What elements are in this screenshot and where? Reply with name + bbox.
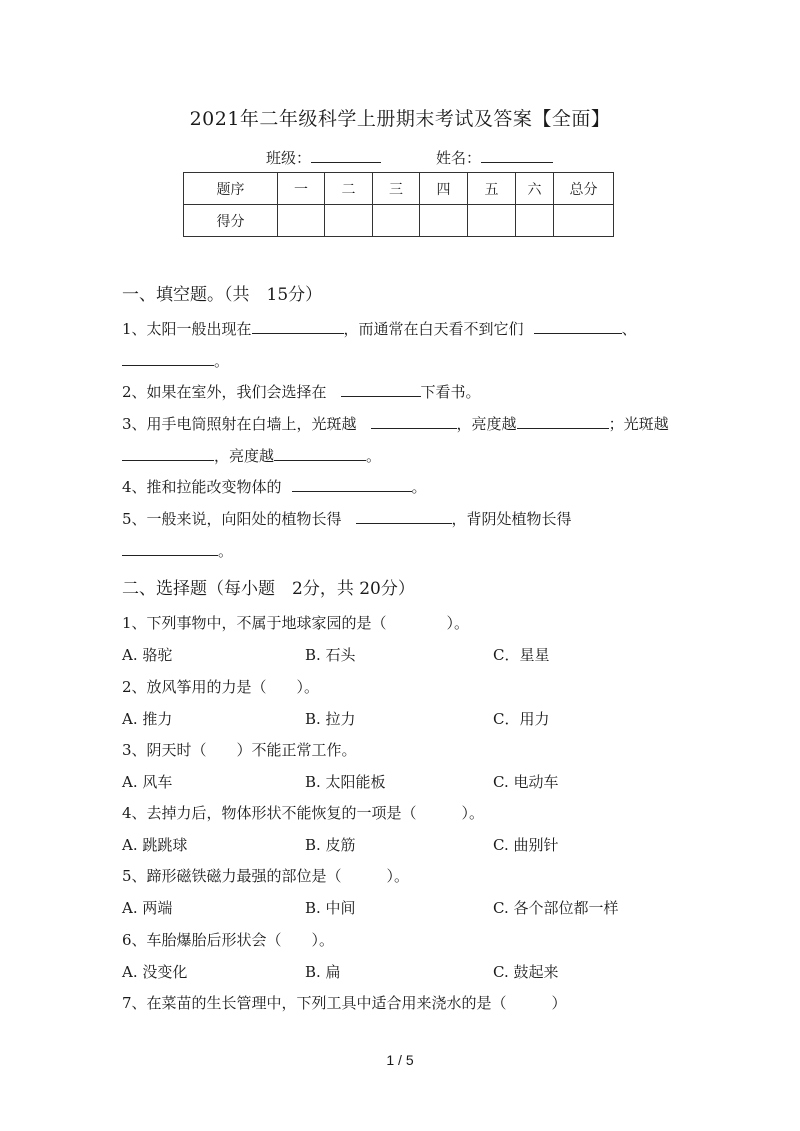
question-text: 、	[621, 320, 637, 338]
option-b[interactable]: B. 拉力	[305, 710, 356, 728]
option-c[interactable]: C. 电动车	[493, 773, 559, 791]
answer-blank[interactable]	[122, 350, 214, 366]
option-b[interactable]: B. 扁	[305, 963, 341, 981]
question-text: ，背阴处植物长得	[451, 510, 572, 528]
question-text: 。	[218, 542, 234, 560]
answer-blank[interactable]	[341, 381, 421, 397]
question-text: 2、如果在室外，我们会选择在	[122, 383, 327, 401]
option-b[interactable]: B. 石头	[305, 646, 356, 664]
choice-question-2: 2、放风筝用的力是（ ）。	[122, 678, 320, 696]
fill-question-2	[122, 381, 481, 402]
answer-blank[interactable]	[122, 540, 218, 556]
option-a[interactable]: A. 推力	[122, 710, 173, 728]
score-table-header-row	[184, 173, 614, 205]
question-text: 。	[411, 478, 427, 496]
question-text: ，亮度越	[456, 415, 517, 433]
header-cell: 六	[516, 173, 554, 205]
fill-question-5	[122, 508, 572, 529]
question-text: 。	[366, 447, 382, 465]
section2-heading: 二、选择题（每小题 2分，共 20分）	[122, 579, 415, 599]
answer-blank[interactable]	[534, 318, 622, 334]
option-c[interactable]: C. 鼓起来	[493, 963, 559, 981]
option-a[interactable]: A. 两端	[122, 899, 173, 917]
option-c[interactable]: C. 曲别针	[493, 836, 559, 854]
header-cell: 五	[468, 173, 516, 205]
choice-question-6: 6、车胎爆胎后形状会（ ）。	[122, 931, 335, 949]
header-cell: 总分	[554, 173, 614, 205]
option-a[interactable]: A. 风车	[122, 773, 173, 791]
option-b[interactable]: B. 皮筋	[305, 836, 356, 854]
fill-question-1-cont	[122, 350, 229, 371]
score-cell[interactable]	[516, 205, 554, 237]
fill-question-4	[122, 476, 427, 497]
score-cell[interactable]	[554, 205, 614, 237]
choice-question-4: 4、去掉力后，物体形状不能恢复的一项是（ ）。	[122, 804, 485, 822]
score-cell[interactable]	[420, 205, 468, 237]
option-a[interactable]: A. 跳跳球	[122, 836, 188, 854]
choice-question-3: 3、阴天时（ ）不能正常工作。	[122, 741, 357, 759]
question-text: ；光斑越	[608, 415, 669, 433]
fill-question-5-cont	[122, 540, 233, 561]
answer-blank[interactable]	[517, 413, 609, 429]
score-table	[183, 172, 614, 237]
score-cell[interactable]	[468, 205, 516, 237]
option-a[interactable]: A. 骆驼	[122, 646, 173, 664]
score-cell[interactable]	[278, 205, 325, 237]
class-blank[interactable]	[311, 147, 381, 163]
header-cell: 三	[373, 173, 420, 205]
header-cell: 题序	[184, 173, 278, 205]
choice-question-5: 5、蹄形磁铁磁力最强的部位是（ ）。	[122, 867, 410, 885]
header-cell: 二	[325, 173, 373, 205]
header-cell: 四	[420, 173, 468, 205]
option-c[interactable]: C．星星	[493, 646, 550, 664]
question-text: ，而通常在白天看不到它们	[343, 320, 524, 338]
question-text: 3、用手电筒照射在白墙上，光斑越	[122, 415, 357, 433]
answer-blank[interactable]	[274, 445, 366, 461]
option-b[interactable]: B. 中间	[305, 899, 356, 917]
page-number: 1 / 5	[386, 1052, 414, 1068]
row-label: 得分	[184, 205, 278, 237]
score-table-score-row	[184, 205, 614, 237]
question-text: 。	[214, 352, 230, 370]
answer-blank[interactable]	[356, 508, 452, 524]
option-a[interactable]: A. 没变化	[122, 963, 188, 981]
answer-blank[interactable]	[292, 476, 412, 492]
class-label: 班级：	[266, 149, 312, 167]
question-text: 1、太阳一般出现在	[122, 320, 252, 338]
section1-heading: 一、填空题。（共 15分）	[122, 285, 323, 305]
question-text: 下看书。	[420, 383, 481, 401]
fill-question-3	[122, 413, 669, 434]
class-field	[266, 147, 381, 168]
answer-blank[interactable]	[252, 318, 344, 334]
question-text: ，亮度越	[214, 447, 275, 465]
page-title: 2021年二年级科学上册期末考试及答案【全面】	[189, 108, 611, 130]
option-b[interactable]: B. 太阳能板	[305, 773, 386, 791]
question-text: 4、推和拉能改变物体的	[122, 478, 282, 496]
name-label: 姓名：	[436, 149, 482, 167]
score-cell[interactable]	[325, 205, 373, 237]
score-cell[interactable]	[373, 205, 420, 237]
choice-question-1: 1、下列事物中，不属于地球家园的是（ ）。	[122, 614, 470, 632]
fill-question-3-cont	[122, 445, 381, 466]
name-blank[interactable]	[481, 147, 553, 163]
option-c[interactable]: C. 各个部位都一样	[493, 899, 619, 917]
answer-blank[interactable]	[122, 445, 214, 461]
option-c[interactable]: C．用力	[493, 710, 550, 728]
name-field	[436, 147, 553, 168]
header-cell: 一	[278, 173, 325, 205]
fill-question-1	[122, 318, 637, 339]
answer-blank[interactable]	[371, 413, 457, 429]
choice-question-7: 7、在菜苗的生长管理中，下列工具中适合用来浇水的是（ ）	[122, 994, 567, 1012]
question-text: 5、一般来说，向阳处的植物长得	[122, 510, 342, 528]
